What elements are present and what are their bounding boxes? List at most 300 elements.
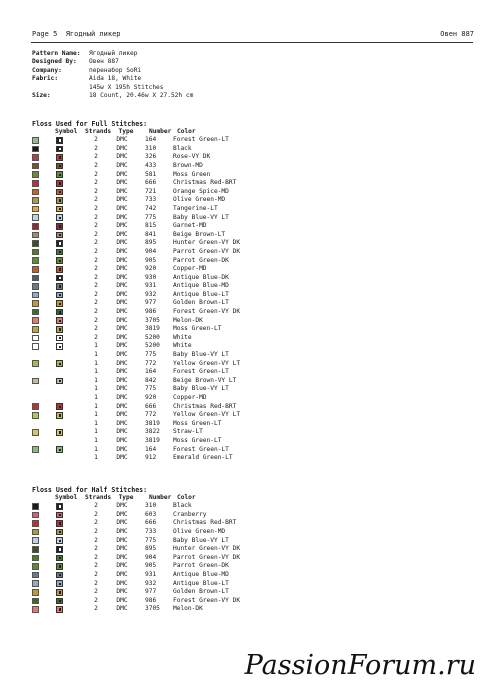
swatch-cell — [32, 137, 45, 144]
number-value: 904 — [145, 553, 157, 561]
strands-value: 2 — [94, 325, 98, 333]
color-name: Golden Brown-LT — [173, 299, 229, 307]
table-header — [32, 128, 317, 136]
symbol-cell — [45, 563, 85, 570]
color-swatch — [32, 180, 39, 187]
type-value: DMC — [116, 265, 128, 273]
color-swatch — [32, 163, 39, 170]
strands-value: 2 — [94, 265, 98, 273]
table-row — [32, 334, 317, 343]
header-color: Color — [177, 127, 196, 135]
swatch-cell — [32, 197, 45, 204]
stitch-symbol-icon — [56, 309, 63, 316]
swatch-cell — [32, 446, 45, 453]
color-swatch — [32, 137, 39, 144]
symbol-cell — [45, 283, 85, 290]
table-row — [32, 519, 317, 528]
stitch-symbol-icon — [56, 154, 63, 161]
symbol-cell — [45, 520, 85, 527]
info-row — [32, 84, 193, 92]
number-value: 3819 — [145, 325, 160, 333]
strands-value: 1 — [94, 351, 98, 359]
color-name: White — [173, 333, 192, 341]
symbol-cell — [45, 589, 85, 596]
symbol-cell — [45, 598, 85, 605]
color-swatch — [32, 343, 39, 350]
color-name: Moss Green — [173, 170, 211, 178]
number-value: 164 — [145, 136, 157, 144]
table-row — [32, 145, 317, 154]
color-swatch — [32, 503, 39, 510]
symbol-cell — [45, 512, 85, 519]
number-value: 931 — [145, 570, 157, 578]
swatch-cell — [32, 335, 45, 342]
color-name: Black — [173, 502, 192, 510]
info-value: Ягодный ликер — [89, 50, 138, 58]
strands-value: 1 — [94, 411, 98, 419]
type-value: DMC — [116, 247, 128, 255]
symbol-cell — [45, 572, 85, 579]
color-swatch — [32, 249, 39, 256]
symbol-cell — [45, 171, 85, 178]
stitch-symbol-icon — [56, 206, 63, 213]
strands-value: 2 — [94, 536, 98, 544]
stitch-symbol-icon — [56, 335, 63, 342]
stitch-symbol-icon — [56, 503, 63, 510]
header-type: Type — [118, 127, 134, 135]
table-row — [32, 528, 317, 537]
strands-value: 2 — [94, 562, 98, 570]
type-value: DMC — [116, 519, 128, 527]
color-name: Forest Green-LT — [173, 445, 229, 453]
stitch-symbol-icon — [56, 163, 63, 170]
table-row — [32, 377, 317, 386]
table-row — [32, 545, 317, 554]
number-value: 310 — [145, 144, 157, 152]
info-row — [32, 75, 193, 83]
color-swatch — [32, 275, 39, 282]
strands-value: 1 — [94, 402, 98, 410]
table-row — [32, 256, 317, 265]
number-value: 3705 — [145, 316, 160, 324]
color-name: Hunter Green-VY DK — [173, 239, 241, 247]
color-name: Baby Blue-VY LT — [173, 213, 229, 221]
symbol-cell — [45, 317, 85, 324]
stitch-symbol-icon — [56, 249, 63, 256]
stitch-symbol-icon — [56, 378, 63, 385]
color-swatch — [32, 309, 39, 316]
color-swatch — [32, 300, 39, 307]
color-name: Antique Blue-MD — [173, 282, 229, 290]
info-value: перенабор SoRi — [89, 66, 142, 74]
type-value: DMC — [116, 588, 128, 596]
table-row — [32, 597, 317, 606]
type-value: DMC — [116, 402, 128, 410]
number-value: 5200 — [145, 333, 160, 341]
info-value: 18 Count, 20.46w X 27.52h cm — [89, 92, 194, 100]
color-name: Garnet-MD — [173, 222, 207, 230]
stitch-symbol-icon — [56, 537, 63, 544]
table-row — [32, 562, 317, 571]
type-value: DMC — [116, 605, 128, 613]
color-swatch — [32, 257, 39, 264]
color-swatch — [32, 412, 39, 419]
stitch-symbol-icon — [56, 300, 63, 307]
stitch-symbol-icon — [56, 403, 63, 410]
color-name: Brown-MD — [173, 161, 203, 169]
color-swatch — [32, 335, 39, 342]
info-value: Aida 18, White — [89, 75, 142, 83]
stitch-symbol-icon — [56, 606, 63, 613]
number-value: 326 — [145, 153, 157, 161]
number-value: 904 — [145, 247, 157, 255]
table-row — [32, 196, 317, 205]
symbol-cell — [45, 580, 85, 587]
swatch-cell — [32, 309, 45, 316]
type-value: DMC — [116, 273, 128, 281]
stitch-symbol-icon — [56, 563, 63, 570]
type-value: DMC — [116, 502, 128, 510]
color-name: Parrot Green-VY DK — [173, 553, 241, 561]
symbol-cell — [45, 343, 85, 350]
stitch-symbol-icon — [56, 520, 63, 527]
color-name: Rose-VY DK — [173, 153, 211, 161]
number-value: 775 — [145, 536, 157, 544]
strands-value: 2 — [94, 290, 98, 298]
type-value: DMC — [116, 536, 128, 544]
strands-value: 2 — [94, 187, 98, 195]
swatch-cell — [32, 412, 45, 419]
stitch-symbol-icon — [56, 360, 63, 367]
symbol-cell — [45, 146, 85, 153]
table-row — [32, 445, 317, 454]
color-swatch — [32, 378, 39, 385]
table-row — [32, 536, 317, 545]
strands-value: 1 — [94, 428, 98, 436]
symbol-cell — [45, 163, 85, 170]
table-row — [32, 554, 317, 563]
number-value: 986 — [145, 596, 157, 604]
swatch-cell — [32, 189, 45, 196]
swatch-cell — [32, 154, 45, 161]
table-row — [32, 205, 317, 214]
full-stitches-table — [32, 128, 317, 463]
color-swatch — [32, 598, 39, 605]
symbol-cell — [45, 546, 85, 553]
color-swatch — [32, 563, 39, 570]
table-row — [32, 308, 317, 317]
table-row — [32, 402, 317, 411]
number-value: 895 — [145, 239, 157, 247]
type-value: DMC — [116, 170, 128, 178]
color-swatch — [32, 512, 39, 519]
color-swatch — [32, 555, 39, 562]
color-name: Forest Green-VY DK — [173, 308, 241, 316]
symbol-cell — [45, 180, 85, 187]
header-number: Number — [149, 127, 172, 135]
symbol-cell — [45, 249, 85, 256]
type-value: DMC — [116, 316, 128, 324]
stitch-symbol-icon — [56, 512, 63, 519]
table-row — [32, 511, 317, 520]
type-value: DMC — [116, 325, 128, 333]
strands-value: 2 — [94, 282, 98, 290]
type-value: DMC — [116, 385, 128, 393]
color-name: Beige Brown-LT — [173, 230, 226, 238]
stitch-symbol-icon — [56, 326, 63, 333]
swatch-cell — [32, 180, 45, 187]
number-value: 842 — [145, 376, 157, 384]
stitch-symbol-icon — [56, 240, 63, 247]
strands-value: 2 — [94, 222, 98, 230]
stitch-symbol-icon — [56, 146, 63, 153]
color-swatch — [32, 572, 39, 579]
strands-value: 2 — [94, 196, 98, 204]
table-row — [32, 274, 317, 283]
swatch-cell — [32, 214, 45, 221]
header-strands: Strands — [85, 493, 112, 501]
type-value: DMC — [116, 179, 128, 187]
number-value: 977 — [145, 588, 157, 596]
symbol-cell — [45, 529, 85, 536]
table-row — [32, 213, 317, 222]
info-label: Size: — [32, 92, 51, 100]
type-value: DMC — [116, 368, 128, 376]
symbol-cell — [45, 266, 85, 273]
number-value: 905 — [145, 562, 157, 570]
color-swatch — [32, 171, 39, 178]
type-value: DMC — [116, 290, 128, 298]
type-value: DMC — [116, 342, 128, 350]
color-name: Antique Blue-LT — [173, 290, 229, 298]
color-swatch — [32, 197, 39, 204]
strands-value: 2 — [94, 230, 98, 238]
stitch-symbol-icon — [56, 171, 63, 178]
type-value: DMC — [116, 187, 128, 195]
number-value: 775 — [145, 351, 157, 359]
strands-value: 2 — [94, 579, 98, 587]
color-name: Beige Brown-VY LT — [173, 376, 237, 384]
stitch-symbol-icon — [56, 555, 63, 562]
strands-value: 2 — [94, 333, 98, 341]
number-value: 932 — [145, 579, 157, 587]
table-row — [32, 299, 317, 308]
color-name: Baby Blue-VY LT — [173, 536, 229, 544]
table-row — [32, 588, 317, 597]
symbol-cell — [45, 360, 85, 367]
stitch-symbol-icon — [56, 292, 63, 299]
number-value: 912 — [145, 454, 157, 462]
info-row — [32, 67, 193, 75]
symbol-cell — [45, 326, 85, 333]
type-value: DMC — [116, 376, 128, 384]
swatch-cell — [32, 343, 45, 350]
color-name: Christmas Red-BRT — [173, 519, 237, 527]
strands-value: 2 — [94, 502, 98, 510]
swatch-cell — [32, 589, 45, 596]
swatch-cell — [32, 563, 45, 570]
header-symbol: Symbol — [55, 127, 78, 135]
info-label: Fabric: — [32, 75, 59, 83]
table-row — [32, 394, 317, 403]
color-swatch — [32, 546, 39, 553]
swatch-cell — [32, 572, 45, 579]
table-row — [32, 420, 317, 429]
stitch-symbol-icon — [56, 412, 63, 419]
strands-value: 1 — [94, 394, 98, 401]
strands-value: 1 — [94, 436, 98, 444]
type-value: DMC — [116, 222, 128, 230]
info-value: Овен 887 — [89, 58, 119, 66]
type-value: DMC — [116, 579, 128, 587]
strands-value: 2 — [94, 273, 98, 281]
color-name: Moss Green-LT — [173, 436, 222, 444]
strands-value: 2 — [94, 605, 98, 613]
watermark: PassionForum.ru — [244, 650, 476, 681]
color-name: Straw-LT — [173, 428, 203, 436]
color-swatch — [32, 232, 39, 239]
stitch-symbol-icon — [56, 589, 63, 596]
type-value: DMC — [116, 136, 128, 144]
strands-value: 1 — [94, 445, 98, 453]
symbol-cell — [45, 403, 85, 410]
stitch-symbol-icon — [56, 343, 63, 350]
header-symbol: Symbol — [55, 493, 78, 501]
table-row — [32, 385, 317, 394]
color-swatch — [32, 240, 39, 247]
strands-value: 1 — [94, 359, 98, 367]
type-value: DMC — [116, 545, 128, 553]
color-swatch — [32, 154, 39, 161]
color-swatch — [32, 429, 39, 436]
color-name: Black — [173, 144, 192, 152]
info-label: Pattern Name: — [32, 50, 81, 58]
color-swatch — [32, 266, 39, 273]
pattern-info — [32, 50, 193, 100]
stitch-symbol-icon — [56, 317, 63, 324]
stitch-symbol-icon — [56, 137, 63, 144]
color-swatch — [32, 580, 39, 587]
color-swatch — [32, 214, 39, 221]
color-swatch — [32, 223, 39, 230]
color-name: Copper-MD — [173, 394, 207, 401]
half-stitches-title: Floss Used for Half Stitches: — [32, 486, 148, 494]
table-row — [32, 248, 317, 257]
number-value: 775 — [145, 385, 157, 393]
color-name: Golden Brown-LT — [173, 588, 229, 596]
stitch-symbol-icon — [56, 232, 63, 239]
color-name: Baby Blue-VY LT — [173, 385, 229, 393]
number-value: 433 — [145, 161, 157, 169]
color-name: Parrot Green-VY DK — [173, 247, 241, 255]
symbol-cell — [45, 223, 85, 230]
type-value: DMC — [116, 161, 128, 169]
color-name: Yellow Green-VY LT — [173, 359, 241, 367]
number-value: 931 — [145, 282, 157, 290]
strands-value: 2 — [94, 545, 98, 553]
swatch-cell — [32, 249, 45, 256]
swatch-cell — [32, 403, 45, 410]
symbol-cell — [45, 206, 85, 213]
color-swatch — [32, 189, 39, 196]
color-name: Cranberry — [173, 510, 207, 518]
color-swatch — [32, 589, 39, 596]
header-color: Color — [177, 493, 196, 501]
swatch-cell — [32, 146, 45, 153]
color-swatch — [32, 520, 39, 527]
swatch-cell — [32, 317, 45, 324]
strands-value: 1 — [94, 385, 98, 393]
type-value: DMC — [116, 153, 128, 161]
symbol-cell — [45, 232, 85, 239]
strands-value: 1 — [94, 376, 98, 384]
swatch-cell — [32, 546, 45, 553]
strands-value: 1 — [94, 368, 98, 376]
symbol-cell — [45, 275, 85, 282]
stitch-symbol-icon — [56, 266, 63, 273]
table-row — [32, 351, 317, 360]
color-name: Melon-DK — [173, 605, 203, 613]
color-name: Emerald Green-LT — [173, 454, 233, 462]
type-value: DMC — [116, 454, 128, 462]
number-value: 666 — [145, 402, 157, 410]
symbol-cell — [45, 606, 85, 613]
swatch-cell — [32, 223, 45, 230]
swatch-cell — [32, 580, 45, 587]
color-name: Antique Blue-DK — [173, 273, 229, 281]
table-row — [32, 437, 317, 446]
number-value: 905 — [145, 256, 157, 264]
color-swatch — [32, 403, 39, 410]
swatch-cell — [32, 283, 45, 290]
symbol-cell — [45, 197, 85, 204]
number-value: 164 — [145, 368, 157, 376]
strands-value: 2 — [94, 170, 98, 178]
table-row — [32, 239, 317, 248]
color-swatch — [32, 537, 39, 544]
type-value: DMC — [116, 359, 128, 367]
swatch-cell — [32, 240, 45, 247]
stitch-symbol-icon — [56, 529, 63, 536]
strands-value: 1 — [94, 454, 98, 462]
swatch-cell — [32, 275, 45, 282]
stitch-symbol-icon — [56, 223, 63, 230]
symbol-cell — [45, 446, 85, 453]
strands-value: 2 — [94, 596, 98, 604]
color-name: Christmas Red-BRT — [173, 402, 237, 410]
table-row — [32, 188, 317, 197]
type-value: DMC — [116, 282, 128, 290]
table-row — [32, 291, 317, 300]
swatch-cell — [32, 266, 45, 273]
swatch-cell — [32, 378, 45, 385]
stitch-symbol-icon — [56, 546, 63, 553]
swatch-cell — [32, 300, 45, 307]
color-name: Parrot Green-DK — [173, 562, 229, 570]
type-value: DMC — [116, 553, 128, 561]
symbol-cell — [45, 378, 85, 385]
swatch-cell — [32, 503, 45, 510]
info-row — [32, 92, 193, 100]
color-name: Parrot Green-DK — [173, 256, 229, 264]
color-swatch — [32, 283, 39, 290]
type-value: DMC — [116, 510, 128, 518]
stitch-symbol-icon — [56, 180, 63, 187]
strands-value: 2 — [94, 213, 98, 221]
swatch-cell — [32, 171, 45, 178]
type-value: DMC — [116, 144, 128, 152]
header-strands: Strands — [85, 127, 112, 135]
